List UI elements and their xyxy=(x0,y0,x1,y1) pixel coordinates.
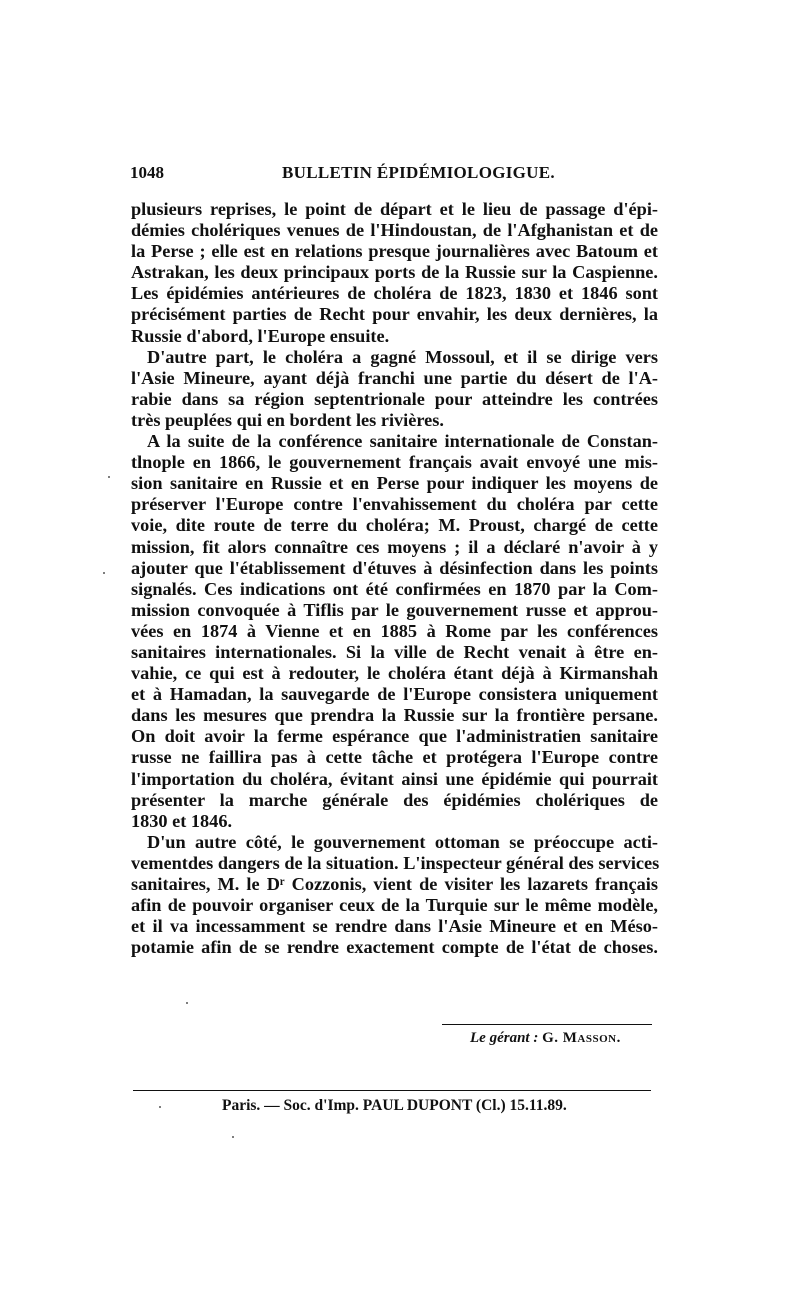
signature-name: G. Masson. xyxy=(542,1030,621,1046)
paper-speck xyxy=(159,1106,161,1108)
text-line: plusieurs reprises, le point de départ et le lieu de passage d'épi- xyxy=(131,199,658,219)
page-number: 1048 xyxy=(130,163,164,182)
text-line: 1830 et 1846. xyxy=(131,810,233,831)
text-line: très peuplées qui en bordent les rivières. xyxy=(131,409,444,430)
text-line: tlnople en 1866, le gouvernement français avait envoyé une mis- xyxy=(131,452,658,473)
text-line: mission convoquée à Tiflis par le gouvernement russe et approu- xyxy=(131,599,658,620)
text-line: dans les mesures que prendra la Russie sur la frontière persane. xyxy=(131,705,658,726)
text-line: vées en 1874 à Vienne et en 1885 à Rome par les conférences xyxy=(131,620,658,641)
text-line: Les épidémies antérieures de choléra de 1823, 1830 et 1846 sont xyxy=(131,283,658,304)
text-line: rabie dans sa région septentrionale pour atteindre les contrées xyxy=(131,388,658,409)
paper-speck xyxy=(186,1002,188,1004)
text-line: potamie afin de se rendre exactement compte de l'état de choses. xyxy=(131,937,658,958)
paper-speck xyxy=(232,1136,234,1138)
text-line: vementdes dangers de la situation. L'inspecteur général des services xyxy=(131,852,660,873)
text-line: afin de pouvoir organiser ceux de la Turquie sur le même modèle, xyxy=(131,895,658,916)
imprint-rule xyxy=(133,1090,651,1091)
text-line: et il va incessamment se rendre dans l'Asie Mineure et en Méso- xyxy=(131,916,658,937)
text-line: présenter la marche générale des épidémies cholériques de xyxy=(131,789,658,810)
text-line: l'importation du choléra, évitant ainsi une épidémie qui pourrait xyxy=(131,768,658,789)
text-line: Astrakan, les deux principaux ports de la Russie sur la Caspienne. xyxy=(131,262,658,283)
paragraph-start-line: D'autre part, le choléra a gagné Mossoul, et il se dirige vers xyxy=(147,346,658,367)
text-line: démies cholériques venues de l'Hindoustan, de l'Afghanistan et de xyxy=(131,220,658,241)
text-line: voie, dite route de terre du choléra; M. Proust, chargé de cette xyxy=(131,515,658,536)
paper-speck xyxy=(108,476,110,478)
text-line: sanitaires, M. le Dʳ Cozzonis, vient de visiter les lazarets français xyxy=(131,874,658,894)
paragraph-start-line: D'un autre côté, le gouvernement ottoman se préoccupe acti- xyxy=(147,831,658,852)
text-line: l'Asie Mineure, ayant déjà franchi une partie du désert de l'A- xyxy=(131,367,658,388)
text-line: russe ne faillira pas à cette tâche et protégera l'Europe contre xyxy=(131,747,658,768)
text-line: sion sanitaire en Russie et en Perse pour indiquer les moyens de xyxy=(131,473,658,494)
text-line: précisément parties de Recht pour envahir, les deux dernières, la xyxy=(131,304,658,325)
article-body xyxy=(131,199,658,958)
text-line: signalés. Ces indications ont été confirmées en 1870 par la Com- xyxy=(131,578,658,599)
text-line: ajouter que l'établissement d'étuves à désinfection dans les points xyxy=(131,557,658,578)
paragraph-start-line: A la suite de la conférence sanitaire internationale de Constan- xyxy=(147,431,658,452)
text-line: préserver l'Europe contre l'envahissement du choléra par cette xyxy=(131,494,658,515)
text-line: sanitaires internationales. Si la ville de Recht venait à être en- xyxy=(131,641,658,662)
text-line: mission, fit alors connaître ces moyens ; il a déclaré n'avoir à y xyxy=(131,536,658,557)
text-line: et à Hamadan, la sauvegarde de l'Europe consistera uniquement xyxy=(131,684,658,705)
text-line: Russie d'abord, l'Europe ensuite. xyxy=(131,325,390,346)
signature xyxy=(470,1030,621,1047)
paper-speck xyxy=(103,572,105,574)
text-line: la Perse ; elle est en relations presque journalières avec Batoum et xyxy=(131,241,658,262)
signature-label: Le gérant : xyxy=(470,1030,539,1046)
printer-imprint: Paris. — Soc. d'Imp. PAUL DUPONT (Cl.) 15.11.89. xyxy=(222,1097,567,1114)
signature-rule xyxy=(442,1024,652,1025)
running-title: BULLETIN ÉPIDÉMIOLOGIGUE. xyxy=(282,163,555,182)
text-line: vahie, ce qui est à redouter, le choléra étant déjà à Kirmanshah xyxy=(131,663,658,684)
text-line: On doit avoir la ferme espérance que l'administratien sanitaire xyxy=(131,726,658,747)
running-header xyxy=(130,163,660,187)
